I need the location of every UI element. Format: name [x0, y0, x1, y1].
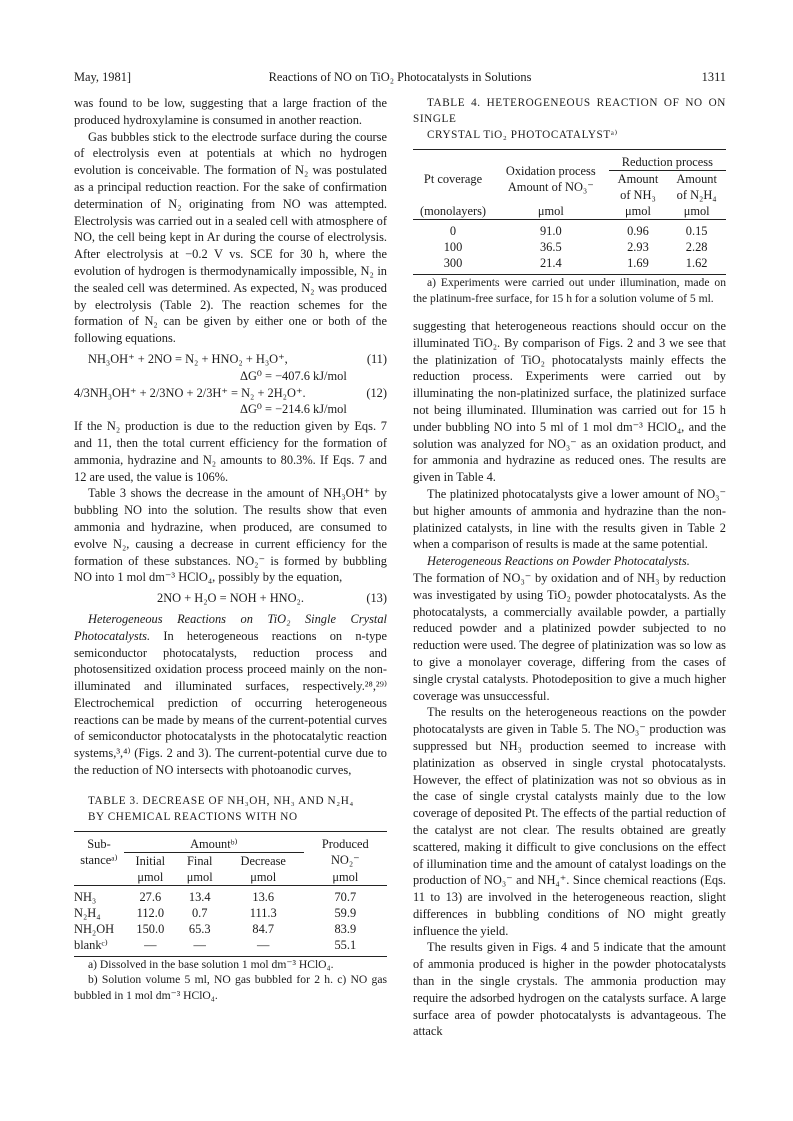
paragraph: was found to be low, suggesting that a large fraction of the produced hydroxylamine is consumed in another reaction. [74, 96, 387, 127]
equation-number: (11) [366, 351, 387, 366]
table-3-grid: Sub- stanceᵃ⁾ Amountᵇ⁾ Produced NO₂⁻ Initial Final Decrease μmol μmol μmol μmol NH₃ 27.6 13.4 13.6 70.7 N₂H₄ 112.0 0.7 111.3 59.9 NH₂OH 150.0 65.3 84.7 83.9 blankᶜ⁾ — — — 55.1 [74, 831, 387, 957]
table-row: NH₃ 27.6 13.4 13.6 70.7 [74, 885, 387, 905]
equation-12-energy [74, 401, 387, 418]
table-4 [413, 95, 726, 306]
table-4-grid: Pt coverage Oxidation process Amount of NO₃⁻ Reduction process Amount of NH₃ Amount of N₂H₄ (monolayers) μmol μmol μmol 0 91.0 0.96 0.15 100 36.5 2.93 2.28 300 21.4 1.69 1.62 [413, 149, 726, 275]
table-footnote: a) Dissolved in the base solution 1 mol dm⁻³ HClO₄. [88, 957, 334, 971]
unit-label: μmol [683, 204, 710, 218]
column-header: Amount [676, 172, 717, 186]
left-column [74, 95, 387, 1003]
paragraph: Gas bubbles stick to the electrode surface during the course of electrolysis even at potentials at which no hydrogen evolution is conceivable. The formation of N₂ was postulated as a principal reduction reaction. For the sake of confirmation determination of N₂ originating from NO was attempted. Electrolysis was carried out in a sealed cell with atmosphere of NO, the cell being kept in Ar during the course of electrolysis. After electrolysis at −0.2 V vs. SCE for 30 h, where the evolution of hydrogen is thermodynamically impossible, N₂ in the sealed cell was determined. As expected, N₂ was produced by electrolysis (Table 2). The reaction schemes for the formation of N₂ can be given by either one or both of the following equations. [74, 129, 387, 346]
section-heading: Heterogeneous Reactions on TiO₂ Single Crystal Photocatalysts. [74, 611, 387, 643]
journal-date: May, 1981] [74, 70, 132, 84]
paragraph: If the N₂ production is due to the reduction given by Eqs. 7 and 11, then the total current efficiency for the formation of ammonia, hydrazine and N₂ amounts to 80.3%. If Eqs. 7 and 12 are used, the value is 106%. [74, 419, 387, 484]
paragraph: Table 3 shows the decrease in the amount of NH₃OH⁺ by bubbling NO into the solution. The results show that even ammonia and hydrazine, when produced, are consumed to evolve N₂, causing a decrease in current efficiency for the formation of these substances. NO₂⁻ is formed by bubbling NO into 1 mol dm⁻³ HClO₄, possibly by the equation, [74, 486, 387, 585]
gibbs-energy: ΔG⁰ = −407.6 kJ/mol [240, 368, 347, 383]
paragraph: The results given in Figs. 4 and 5 indicate that the amount of ammonia produced is higher in the powder photocatalysts than in the single crystals. The ammonia production may require the adsorbed hydrogen on the catalysts surface. A large surface area of powder photocatalysts is advantageous. The attack [413, 940, 726, 1039]
table-row: blankᶜ⁾ — — — 55.1 [74, 937, 357, 952]
equation-formula: 2NO + H₂O = NOH + HNO₂. [157, 591, 304, 606]
unit-label: μmol [332, 869, 359, 884]
table-caption: TABLE 4. HETEROGENEOUS REACTION OF NO ON SINGLE [413, 97, 726, 125]
paragraph: The results on the heterogeneous reactions on the powder photocatalysts are given in Table 5. The NO₃⁻ production was suppressed but NH₃ production seemed to increase with platinization as observed in single crystal photocatalysts. However, the effect of platinization was not so obvious as in the case of single crystal catalysts mainly due to the low coverage of deposited Pt. The effects of the partial reduction of the catalyst are not clear. The results obtained are greatly scattered, making it difficult to give conclusions on the effect of illumination time and the amount of catalyst loadings on the production of NO₃⁻ and NH₄⁺. Since chemical reactions (Eqs. 11 to 13) are involved in the heterogeneous reaction, slight differences in bubbling conditions of NO might greatly influence the yield. [413, 705, 726, 938]
equation-formula: NH₃OH⁺ + 2NO = N₂ + HNO₂ + H₃O⁺, [88, 351, 288, 366]
table-row: NH₂OH 150.0 65.3 84.7 83.9 [74, 921, 357, 936]
unit-label: μmol [250, 869, 277, 884]
table-row: 300 21.4 1.69 1.62 [443, 256, 708, 270]
column-header: Pt coverage [423, 171, 483, 186]
table-footnote: a) Experiments were carried out under illumination, made on the platinum-free surface, for 15 h for a solution volume of 5 ml. [413, 276, 726, 305]
column-header: (monolayers) [419, 204, 487, 218]
table-caption: TABLE 3. DECREASE OF NH₃OH, NH₃ AND N₂H₄ [88, 794, 354, 807]
running-header [74, 70, 726, 90]
equation-formula: 4/3NH₃OH⁺ + 2/3NO + 2/3H⁺ = N₂ + 2H₂O⁺. [74, 385, 306, 400]
table-row: 100 36.5 2.93 2.28 [443, 240, 708, 254]
running-title: Reactions of NO on TiO₂ Photocatalysts in Solutions [268, 70, 532, 84]
section-heading: Heterogeneous Reactions on Powder Photocatalysts. [427, 554, 690, 569]
equation-number: (12) [366, 385, 387, 400]
column-header: Sub- [87, 837, 111, 852]
paragraph: Heterogeneous Reactions on TiO₂ Single Crystal Photocatalysts. In heterogeneous reactions on n-type semiconductor photocatalysts, reduction process and photosensitized oxidation process proceed mainly on the non-illuminated and illuminated surfaces, respectively.²⁸,²⁹⁾ Electrochemical prediction of occurring heterogeneous reactions can be made by means of the current-potential curves of semiconductor photocatalysts in the photocatalytic reaction systems,³,⁴⁾ (Figs. 2 and 3). The current-potential curve due to the reduction of NO intersects with photoanodic curves, [74, 611, 387, 778]
table-3 [74, 793, 387, 1004]
equation-number: (13) [366, 591, 387, 606]
equation-12 [74, 385, 387, 402]
equation-13 [74, 590, 387, 607]
page-number: 1311 [701, 70, 726, 84]
column-header: Final [187, 853, 213, 868]
unit-label: μmol [537, 204, 564, 218]
column-header: Decrease [240, 853, 286, 868]
paragraph: The formation of NO₃⁻ by oxidation and of NH₃ by reduction was investigated by using TiO₂ powder photocatalysts. As the photocatalysts, a commercially available powder, a partially reduced powder and a platinized powder subjected to no reduction were used. The degree of platinization was so low as to give a monolayer coverage, differing from the cases of single crystal catalysts. Photodeposition to give a much higher coverage was unsuccessful. [413, 570, 726, 703]
table-caption: BY CHEMICAL REACTIONS WITH NO [88, 810, 298, 823]
paragraph: The platinized photocatalysts give a lower amount of NO₃⁻ but higher amounts of ammonia and hydrazine than the non-platinized catalysts, in line with the results given in Table 2 when a comparison of results is made at the same potential. [413, 486, 726, 552]
unit-label: μmol [625, 204, 651, 218]
table-footnote: b) Solution volume 5 ml, NO gas bubbled for 2 h. c) NO gas bubbled in 1 mol dm⁻³ HClO₄. [74, 973, 387, 1002]
table-row: N₂H₄ 112.0 0.7 111.3 59.9 [74, 905, 357, 920]
column-header: Oxidation process [505, 163, 596, 178]
table-row: 0 91.0 0.96 0.15 [413, 220, 726, 240]
unit-label: μmol [186, 869, 213, 884]
equation-11 [74, 351, 387, 368]
column-header: Initial [135, 853, 166, 868]
gibbs-energy: ΔG⁰ = −214.6 kJ/mol [240, 402, 347, 417]
column-header: Produced [321, 837, 369, 852]
equation-11-energy [74, 368, 387, 385]
column-header: Amountᵇ⁾ [124, 831, 304, 852]
right-column [413, 95, 726, 1040]
column-header: Reduction process [609, 150, 726, 171]
column-header: Amount [617, 172, 659, 186]
unit-label: μmol [137, 869, 164, 884]
table-caption: CRYSTAL TiO₂ PHOTOCATALYSTᵃ⁾ [427, 129, 618, 141]
paragraph: suggesting that heterogeneous reactions should occur on the illuminated TiO₂. By comparison of Figs. 2 and 3 we see that the platinization of TiO₂ photocatalysts mainly effects the reduction process. Experiments were carried out by illuminating the non-platinized surface, the platinized surface not being illuminated. Illumination was carried out for 15 h under bubbling NO into 5 ml of 1 mol dm⁻³ HClO₄, and the solution was analyzed for NO₃⁻ as an oxidation product, and for ammonia and hydrazine as reduced ones. The results are given in Table 4. [413, 319, 726, 485]
